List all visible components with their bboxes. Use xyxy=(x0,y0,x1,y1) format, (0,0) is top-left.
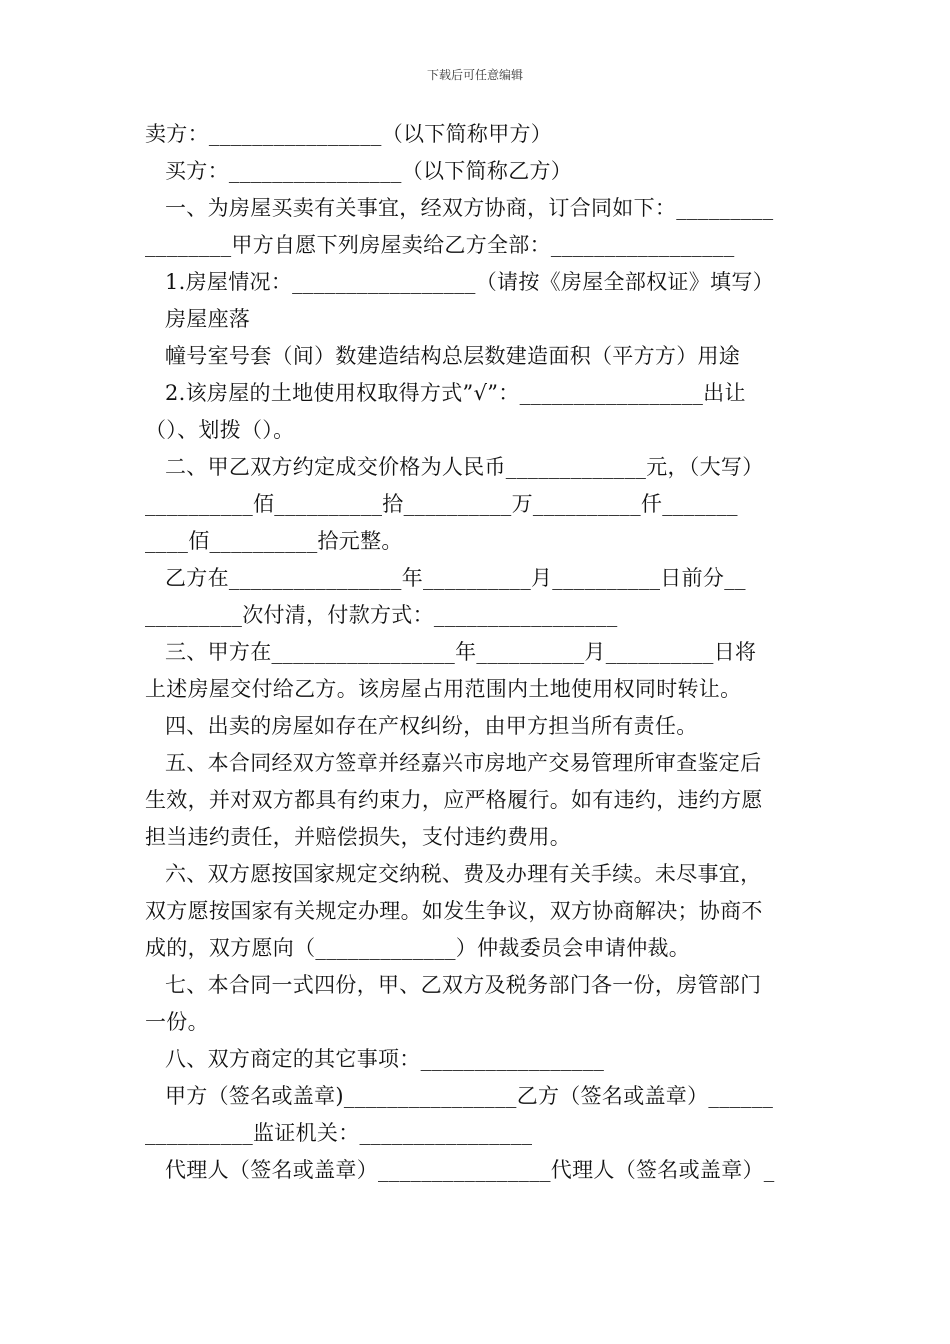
clause-7-line: 七、本合同一式四份，甲、乙双方及税务部门各一份，房管部门 xyxy=(165,973,762,997)
clause-1-line: 一、为房屋买卖有关事宜，经双方协商，订合同如下：_________ xyxy=(165,196,774,220)
payment-date-line: 乙方在________________年__________月__________日前分__ xyxy=(165,566,746,590)
clause-5-continued-line-1: 生效，并对双方都具有约束力，应严格履行。如有违约，违约方愿 xyxy=(145,788,763,812)
contract-body xyxy=(145,116,810,1189)
clause-5-continued-line-2: 担当违约责任，并赔偿损失，支付违约费用。 xyxy=(145,825,571,849)
clause-2-price-line: 二、甲乙双方约定成交价格为人民币_____________元，（大写） xyxy=(165,455,764,479)
price-uppercase-end-line: ____佰__________拾元整。 xyxy=(145,529,403,553)
agent-signature-line: 代理人（签名或盖章）________________代理人（签名或盖章）_ xyxy=(165,1158,775,1182)
house-info-line: 1.房屋情况：_________________（请按《房屋全部权证》填写） xyxy=(165,270,774,294)
clause-6-line: 六、双方愿按国家规定交纳税、费及办理有关手续。未尽事宜， xyxy=(165,862,762,886)
clause-3-continued-line: 上述房屋交付给乙方。该房屋占用范围内土地使用权同时转让。 xyxy=(145,677,742,701)
clause-4-line: 四、出卖的房屋如存在产权纠纷，由甲方担当所有责任。 xyxy=(165,714,698,738)
price-uppercase-line: __________佰__________拾__________万__________仟_______ xyxy=(145,492,738,516)
buyer-line: 买方：________________（以下简称乙方） xyxy=(165,159,573,183)
house-location-line: 房屋座落 xyxy=(165,307,251,331)
witness-authority-line: __________监证机关：________________ xyxy=(145,1121,533,1145)
seller-line: 卖方：________________（以下简称甲方） xyxy=(145,122,553,146)
clause-1-continued-line: ________甲方自愿下列房屋卖给乙方全部：_________________ xyxy=(145,233,735,257)
clause-6-continued-line-2: 成的，双方愿向（_____________）仲裁委员会申请仲裁。 xyxy=(145,936,691,960)
clause-3-line: 三、甲方在_________________年__________月__________日将 xyxy=(165,640,757,664)
land-use-line: 2.该房屋的土地使用权取得方式”√”：_________________出让 xyxy=(165,381,746,405)
house-fields-line: 幢号室号套（间）数建造结构总层数建造面积（平方方）用途 xyxy=(165,344,741,368)
clause-8-line: 八、双方商定的其它事项：_________________ xyxy=(165,1047,605,1071)
signature-parties-line: 甲方（签名或盖章)________________乙方（签名或盖章）______ xyxy=(165,1084,774,1108)
page-header-note: 下载后可任意编辑 xyxy=(426,68,523,82)
clause-6-continued-line-1: 双方愿按国家有关规定办理。如发生争议，双方协商解决；协商不 xyxy=(145,899,763,923)
clause-5-line: 五、本合同经双方签章并经嘉兴市房地产交易管理所审查鉴定后 xyxy=(165,751,762,775)
land-use-options-line: （）、划拨（）。 xyxy=(145,418,295,442)
payment-method-line: _________次付清，付款方式：_________________ xyxy=(145,603,618,627)
clause-7-continued-line: 一份。 xyxy=(145,1010,209,1034)
